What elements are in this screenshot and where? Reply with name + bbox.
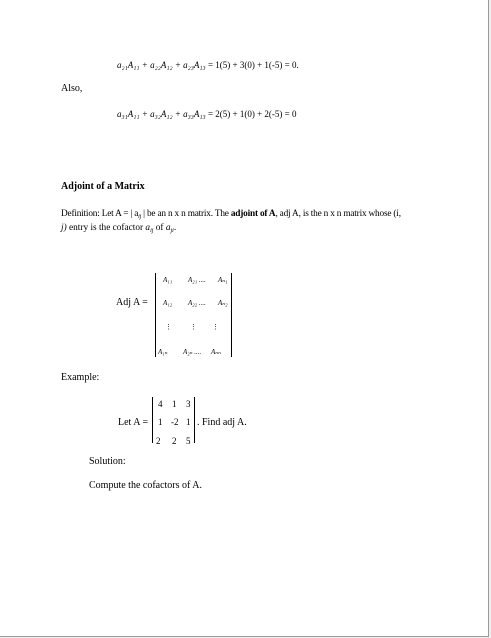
adj-matrix-label: Adj A =	[116, 297, 148, 308]
adj-cell-n-n: Aₙₙ	[211, 348, 221, 356]
equation-cofactor-sum-row2	[117, 59, 299, 71]
example-cell-3-2: 2	[172, 436, 177, 446]
definition-text: entry is the cofactor	[66, 223, 146, 233]
equation-result: = 2(5) + 1(0) + 2(-5) = 0	[205, 109, 297, 119]
example-cell-1-3: 3	[186, 399, 191, 409]
example-cell-2-1: 1	[158, 417, 163, 427]
example-cell-2-3: 1	[186, 417, 191, 427]
adj-cell-3-1: ⋮	[165, 323, 172, 331]
adj-cell-1-1: A₁₁	[163, 276, 173, 284]
definition-intro: Definition: Let A = | a	[61, 209, 139, 219]
example-matrix-left-bar	[152, 397, 153, 443]
example-matrix-right-bar	[194, 397, 195, 443]
adj-matrix-left-bar	[155, 273, 156, 357]
definition-line-2	[61, 222, 176, 234]
equation-terms: a₂₁A₁₁ + a₂₂A₁₂ + a₂₃A₁₃	[117, 60, 206, 70]
let-a-label: Let A =	[118, 417, 149, 428]
example-cell-2-2: -2	[171, 417, 179, 427]
example-cell-1-2: 1	[172, 399, 177, 409]
adj-cell-2-1: A₁₂	[163, 299, 173, 307]
definition-rest: , adj A, is the n x n matrix whose (i,	[275, 209, 401, 219]
equation-result: = 1(5) + 3(0) + 1(-5) = 0.	[205, 60, 299, 70]
period: .	[173, 223, 177, 233]
definition-line-1	[61, 208, 401, 220]
solution-instruction: Compute the cofactors of A.	[89, 480, 203, 491]
subscript-ij: ij	[150, 228, 154, 234]
adj-cell-2-2: A₂₂ ....	[188, 299, 206, 307]
adj-cell-n-2: A₂ₙ ....	[183, 348, 202, 356]
element-a: a	[165, 223, 171, 233]
example-label: Example:	[61, 372, 100, 383]
example-cell-3-1: 2	[156, 436, 161, 446]
adj-cell-3-2: ⋮	[190, 323, 197, 331]
subscript-ij: ij	[138, 214, 142, 220]
adj-cell-n-1: A₁ₙ	[158, 348, 168, 356]
also-label: Also,	[61, 83, 83, 94]
adj-cell-3-n: ⋮	[212, 323, 219, 331]
adjoint-term: adjoint of A	[230, 209, 276, 219]
equation-terms: a₃₁A₁₁ + a₃₂A₁₂ + a₃₃A₁₃	[117, 109, 206, 119]
cofactor-a: a	[145, 223, 151, 233]
definition-text-of: of	[153, 223, 166, 233]
find-adj-text: . Find adj A.	[197, 417, 247, 428]
example-cell-3-3: 5	[186, 436, 191, 446]
adj-cell-2-n: Aₙ₂	[218, 299, 228, 307]
example-cell-1-1: 4	[158, 399, 163, 409]
solution-label: Solution:	[89, 456, 126, 467]
definition-mid: | be an n x n matrix. The	[141, 209, 231, 219]
adj-cell-1-n: Aₙ₁	[218, 276, 228, 284]
equation-cofactor-sum-row3	[117, 108, 296, 120]
adj-matrix-right-bar	[231, 273, 232, 357]
adj-cell-1-2: A₂₁ ....	[188, 276, 206, 284]
section-heading: Adjoint of a Matrix	[61, 181, 145, 192]
subscript-ji: ji	[170, 228, 174, 234]
index-j: j)	[61, 223, 67, 233]
